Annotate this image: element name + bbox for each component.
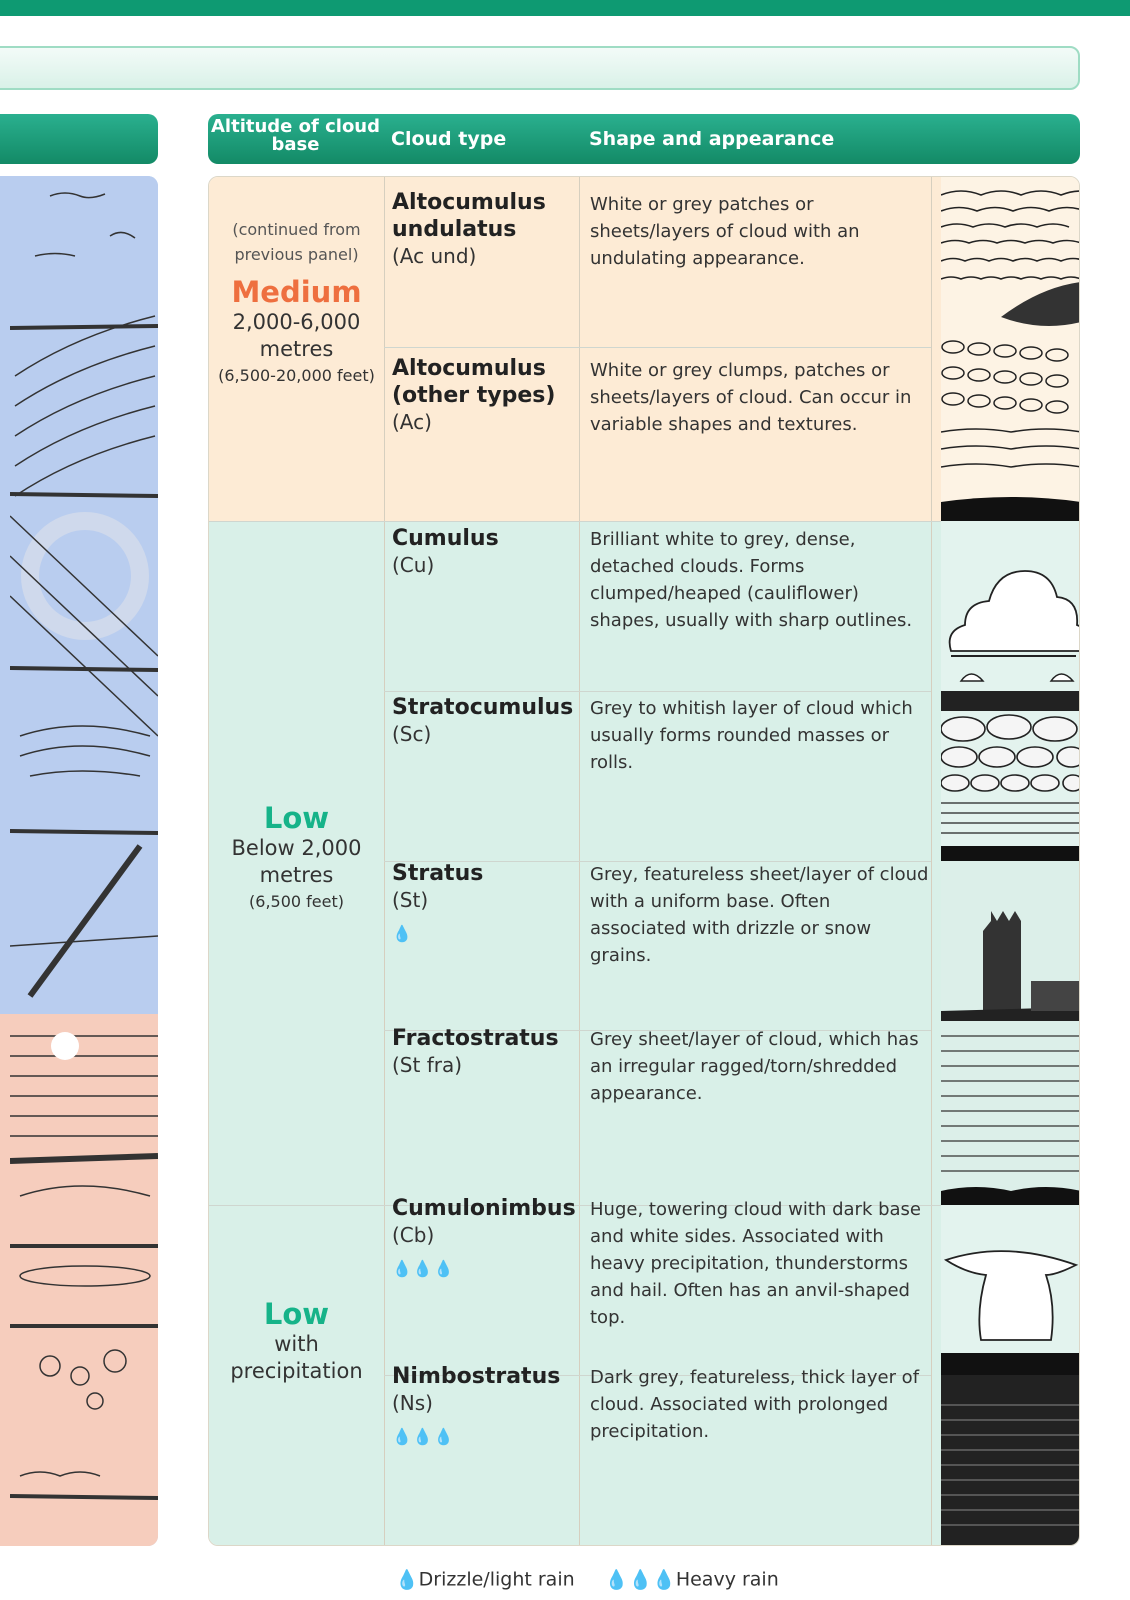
cloud-abbr: (Sc) — [392, 722, 432, 746]
altocumulus-illustration — [941, 177, 1080, 521]
cloud-type-cell — [392, 189, 582, 270]
altitude-medium-range: 2,000-6,000 metres — [232, 310, 361, 361]
cloud-name: Altocumulus (other types) — [392, 356, 556, 408]
legend-light-label: Drizzle/light rain — [418, 1568, 575, 1591]
cumulus-illustration — [941, 521, 1080, 691]
cloud-description: Grey sheet/layer of cloud, which has an irregular ragged/torn/shredded appearance. — [590, 1029, 919, 1104]
heavy-rain-drops-icon: 💧💧💧 — [392, 1259, 455, 1278]
altitude-medium-name: Medium — [231, 275, 362, 309]
cloud-type-cell — [392, 694, 582, 748]
cloud-type-cell — [392, 355, 582, 436]
cloud-description: Grey, featureless sheet/layer of cloud with a uniform base. Often associated with drizzle or snow grains. — [590, 864, 929, 966]
heavy-rain-drops-icon: 💧💧💧 — [604, 1569, 676, 1591]
left-strip-illustrations — [10, 176, 158, 1546]
altitude-low-precip-name: Low — [263, 1297, 330, 1331]
cloud-name: Cumulonimbus — [392, 1196, 576, 1221]
cloud-name: Nimbostratus — [392, 1364, 561, 1389]
cloud-name: Fractostratus — [392, 1026, 559, 1051]
legend-heavy-label: Heavy rain — [675, 1568, 779, 1591]
drizzle-drop-icon: 💧 — [392, 924, 413, 943]
cloud-abbr: (Ac) — [392, 410, 432, 434]
cloud-type-cell — [392, 525, 582, 579]
header-shape: Shape and appearance — [589, 128, 835, 150]
cloud-abbr: (Ac und) — [392, 244, 477, 268]
altitude-medium-feet: (6,500-20,000 feet) — [218, 366, 375, 385]
cloud-abbr: (St) — [392, 888, 429, 912]
cloud-name: Stratocumulus — [392, 695, 574, 720]
cloud-name: Cumulus — [392, 526, 499, 551]
header-altitude: Altitude of cloud base — [210, 116, 381, 155]
column-divider — [931, 177, 932, 1545]
left-panel-header — [0, 114, 158, 164]
cloud-type-cell — [392, 1025, 582, 1079]
header-cloud-type: Cloud type — [391, 128, 507, 150]
cloud-abbr: (Cu) — [392, 553, 435, 577]
stratus-illustration — [941, 861, 1080, 1205]
legend — [395, 1568, 779, 1591]
cloud-type-cell — [392, 1363, 582, 1446]
altitude-low-precip-line1: with — [274, 1332, 319, 1356]
left-illustration-strip — [0, 176, 158, 1546]
altitude-low-range: Below 2,000 metres — [231, 836, 362, 887]
top-color-bar — [0, 0, 1130, 16]
cloud-description: Grey to whitish layer of cloud which usually forms rounded masses or rolls. — [590, 698, 913, 773]
altitude-low-precip — [209, 1289, 384, 1385]
cumulonimbus-illustration — [941, 1205, 1080, 1375]
altitude-low-feet: (6,500 feet) — [249, 892, 344, 911]
cloud-description: White or grey clumps, patches or sheets/layers of cloud. Can occur in variable shapes and textures. — [590, 360, 912, 435]
cloud-name: Altocumulus undulatus — [392, 190, 546, 242]
cloud-description: Huge, towering cloud with dark base and white sides. Associated with heavy precipitation, thunderstorms and hail. Often has an anvil-shaped top. — [590, 1199, 921, 1328]
cloud-description: White or grey patches or sheets/layers of cloud with an undulating appearance. — [590, 194, 860, 269]
cloud-table — [208, 176, 1080, 1546]
row-divider — [384, 691, 931, 692]
continued-note: (continued from previous panel) — [232, 220, 361, 264]
heavy-rain-drops-icon: 💧💧💧 — [392, 1427, 455, 1446]
altitude-medium — [209, 217, 384, 389]
altitude-low-precip-line2: precipitation — [230, 1359, 363, 1383]
cloud-abbr: (Ns) — [392, 1391, 433, 1415]
nimbostratus-illustration — [941, 1375, 1080, 1546]
cloud-type-cell — [392, 860, 582, 943]
stratocumulus-illustration — [941, 691, 1080, 861]
row-divider — [384, 347, 931, 348]
title-ribbon — [0, 46, 1080, 90]
drizzle-drop-icon: 💧 — [395, 1569, 419, 1591]
cloud-abbr: (Cb) — [392, 1223, 435, 1247]
table-header — [208, 114, 1080, 164]
altitude-low-name: Low — [263, 801, 330, 835]
cloud-name: Stratus — [392, 861, 484, 886]
cloud-abbr: (St fra) — [392, 1053, 463, 1077]
altitude-low — [209, 793, 384, 915]
cloud-description: Dark grey, featureless, thick layer of cloud. Associated with prolonged precipitation. — [590, 1367, 920, 1442]
cloud-type-cell — [392, 1195, 582, 1278]
cloud-description: Brilliant white to grey, dense, detached clouds. Forms clumped/heaped (cauliflower) shapes, usually with sharp outlines. — [590, 529, 913, 631]
